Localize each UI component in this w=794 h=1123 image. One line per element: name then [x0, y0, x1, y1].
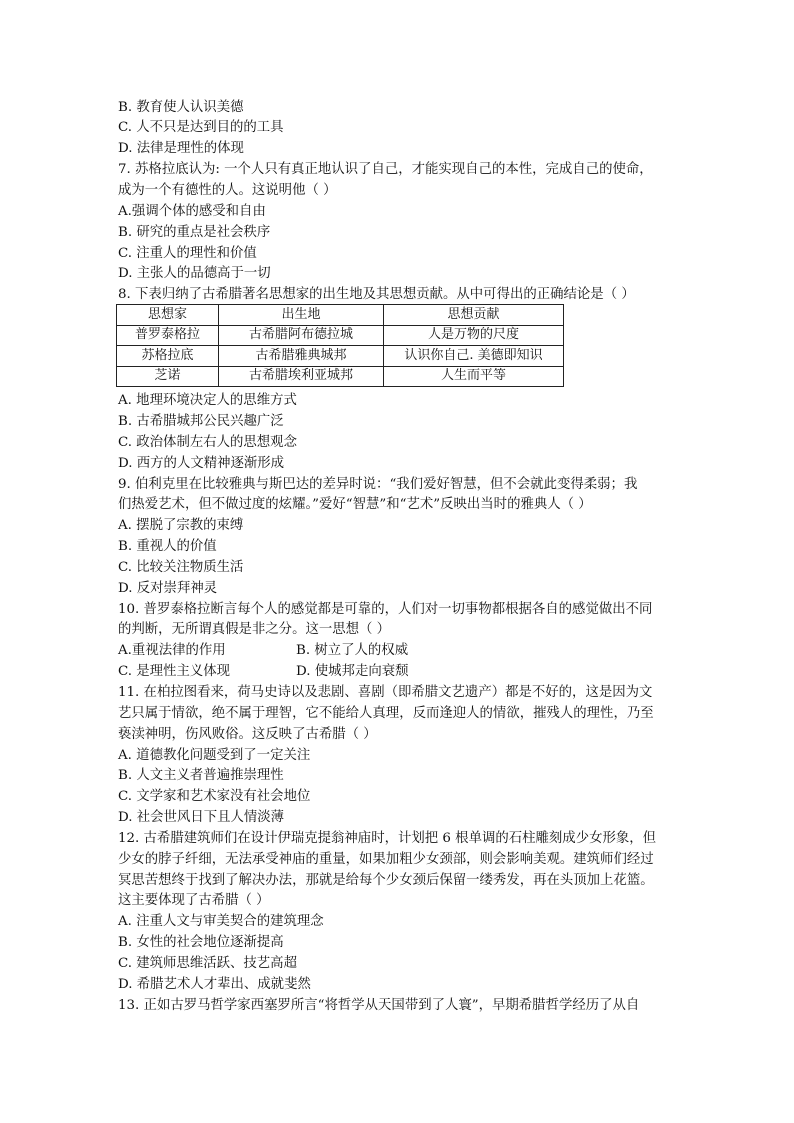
q7-option-b: B. 研究的重点是社会秩序 — [118, 225, 271, 240]
thinkers-table — [116, 304, 564, 387]
q11-option-b: B. 人文主义者普遍推崇理性 — [118, 768, 284, 783]
q8-option-c: C. 政治体制左右人的思想观念 — [118, 435, 297, 450]
table-cell: 古希腊雅典城邦 — [219, 346, 384, 367]
table-row — [117, 325, 564, 346]
q11-stem-line2: 艺只属于情欲，绝不属于理智，它不能给人真理，反而逢迎人的情欲，摧残人的理性，乃至 — [118, 706, 654, 721]
q8-stem: 8. 下表归纳了古希腊著名思想家的出生地及其思想贡献。从中可得出的正确结论是（ ） — [118, 287, 635, 302]
table-header-cell: 思想家 — [117, 305, 219, 326]
q9-stem-line2: 们热爱艺术，但不做过度的炫耀。”爱好“智慧”和“艺术”反映出当时的雅典人（ ） — [118, 497, 592, 512]
q6-option-c: C. 人不只是达到目的的工具 — [118, 120, 284, 135]
q7-stem-line1: 7. 苏格拉底认为: 一个人只有真正地认识了自己，才能实现自己的本性，完成自己的使命， — [118, 162, 653, 177]
q11-option-d: D. 社会世风日下且人情淡薄 — [118, 810, 285, 825]
table-cell: 人是万物的尺度 — [384, 325, 564, 346]
q6-option-b: B. 教育使人认识美德 — [118, 100, 244, 115]
table-header-row — [117, 305, 564, 326]
q10-option-a: A.重视法律的作用 — [118, 643, 226, 658]
q13-stem-line1: 13. 正如古罗马哲学家西塞罗所言“将哲学从天国带到了人寰”，早期希腊哲学经历了从自 — [118, 998, 640, 1013]
table-cell: 人生而平等 — [384, 366, 564, 387]
q12-stem-line1: 12. 古希腊建筑师们在设计伊瑞克提翁神庙时，计划把 6 根单调的石柱雕刻成少女形象，但 — [118, 831, 657, 846]
table-cell: 认识你自己. 美德即知识 — [384, 346, 564, 367]
q10-option-d: D. 使城邦走向衰颓 — [296, 664, 409, 679]
q10-option-b: B. 树立了人的权威 — [296, 643, 409, 658]
q12-option-b: B. 女性的社会地位逐渐提高 — [118, 935, 284, 950]
table-cell: 芝诺 — [117, 366, 219, 387]
q12-stem-line2: 少女的脖子纤细，无法承受神庙的重量，如果加粗少女颈部，则会影响美观。建筑师们经过 — [118, 852, 654, 867]
q11-option-c: C. 文学家和艺术家没有社会地位 — [118, 789, 311, 804]
q10-option-c: C. 是理性主义体现 — [118, 664, 231, 679]
q9-option-d: D. 反对崇拜神灵 — [118, 581, 218, 596]
q8-option-b: B. 古希腊城邦公民兴趣广泛 — [118, 414, 284, 429]
table-header-cell: 思想贡献 — [384, 305, 564, 326]
q12-option-d: D. 希腊艺术人才辈出、成就斐然 — [118, 977, 311, 992]
table-cell: 古希腊阿布德拉城 — [219, 325, 384, 346]
q9-option-c: C. 比较关注物质生活 — [118, 560, 244, 575]
table-row — [117, 346, 564, 367]
table-cell: 苏格拉底 — [117, 346, 219, 367]
table-cell: 普罗泰格拉 — [117, 325, 219, 346]
q7-option-a: A.强调个体的感受和自由 — [118, 204, 266, 219]
q7-option-d: D. 主张人的品德高于一切 — [118, 266, 271, 281]
q12-option-c: C. 建筑师思维活跃、技艺高超 — [118, 956, 297, 971]
q7-option-c: C. 注重人的理性和价值 — [118, 246, 257, 261]
q12-stem-line4: 这主要体现了古希腊（ ） — [118, 893, 270, 908]
q12-stem-line3: 冥思苦想终于找到了解决办法，那就是给每个少女颈后保留一缕秀发，再在头顶加上花篮。 — [118, 873, 654, 888]
table-cell: 古希腊埃利亚城邦 — [219, 366, 384, 387]
q9-stem-line1: 9. 伯利克里在比较雅典与斯巴达的差异时说：“我们爱好智慧，但不会就此变得柔弱；我 — [118, 477, 638, 492]
q10-stem-line1: 10. 普罗泰格拉断言每个人的感觉都是可靠的，人们对一切事物都根据各自的感觉做出不同 — [118, 602, 653, 617]
q11-stem-line1: 11. 在柏拉图看来，荷马史诗以及悲剧、喜剧（即希腊文艺遗产）都是不好的，这是因为文 — [118, 685, 653, 700]
q10-stem-line2: 的判断，无所谓真假是非之分。这一思想（ ） — [118, 622, 391, 637]
q8-option-d: D. 西方的人文精神逐渐形成 — [118, 456, 285, 471]
table-row — [117, 366, 564, 387]
q7-stem-line2: 成为一个有德性的人。这说明他（ ） — [118, 183, 337, 198]
q9-option-a: A. 摆脱了宗教的束缚 — [118, 518, 244, 533]
q11-stem-line3: 亵渎神明，伤风败俗。这反映了古希腊（ ） — [118, 727, 377, 742]
q12-option-a: A. 注重人文与审美契合的建筑理念 — [118, 914, 324, 929]
q9-option-b: B. 重视人的价值 — [118, 539, 217, 554]
q8-option-a: A. 地理环境决定人的思维方式 — [118, 393, 297, 408]
table-header-cell: 出生地 — [219, 305, 384, 326]
q11-option-a: A. 道德教化问题受到了一定关注 — [118, 748, 311, 763]
q6-option-d: D. 法律是理性的体现 — [118, 141, 244, 156]
